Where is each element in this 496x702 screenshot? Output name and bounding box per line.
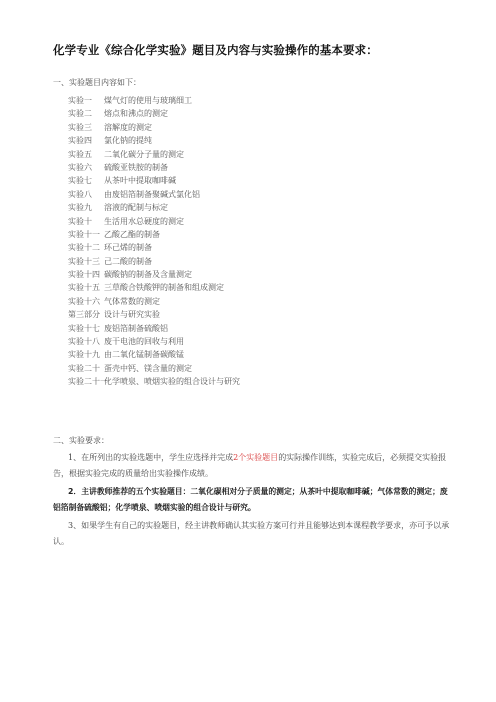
experiment-item — [68, 241, 240, 254]
experiment-item — [68, 255, 240, 268]
experiment-number: 实验七 — [68, 176, 92, 186]
experiment-name: 由二氧化锰制备碳酸锰 — [104, 350, 184, 360]
experiment-number: 实验四 — [68, 136, 92, 146]
experiment-number: 实验十三 — [68, 256, 100, 266]
experiment-number: 实验八 — [68, 189, 92, 199]
experiment-name: 煤气灯的使用与玻璃细工 — [104, 96, 192, 105]
experiment-number: 实验十一 — [68, 229, 100, 239]
experiment-item — [68, 215, 240, 228]
experiment-item — [68, 161, 240, 174]
experiment-item — [68, 94, 240, 107]
requirement-1-highlight: 2个实验题目 — [233, 453, 279, 462]
experiment-name: 环己烯的制备 — [104, 243, 152, 253]
experiment-item — [68, 134, 240, 147]
experiment-number: 实验二 — [68, 109, 92, 119]
experiment-name: 生活用水总硬度的测定 — [104, 216, 184, 226]
experiment-item — [68, 148, 240, 161]
experiment-number: 实验九 — [68, 203, 92, 213]
experiment-name: 三草酸合铁酸钾的制备和组成测定 — [104, 283, 224, 293]
experiment-name: 化学喷泉、喷烟实验的组合设计与研究 — [104, 377, 240, 387]
experiment-item — [68, 348, 240, 361]
experiment-item — [68, 335, 240, 348]
experiment-number: 实验一 — [68, 96, 92, 105]
experiment-number: 实验二十一 — [68, 377, 108, 387]
experiment-name: 己二酸的制备 — [104, 256, 152, 266]
experiment-name: 溶解度的测定 — [104, 122, 152, 132]
experiment-number: 实验三 — [68, 122, 92, 132]
experiment-name: 设计与研究实验 — [104, 310, 160, 320]
experiment-item — [68, 268, 240, 281]
experiment-name: 由废铝箔制备聚碱式氯化铝 — [104, 189, 200, 199]
experiment-number: 实验五 — [68, 149, 92, 159]
section1-heading: 一、实验题目内容如下： — [53, 78, 141, 87]
experiment-number: 实验十四 — [68, 270, 100, 280]
experiment-name: 从茶叶中提取咖啡碱 — [104, 176, 176, 186]
experiment-number: 实验十八 — [68, 337, 100, 347]
experiment-name: 气体常数的测定 — [104, 296, 160, 306]
experiment-item — [68, 188, 240, 201]
experiment-item — [68, 228, 240, 241]
requirement-1-text-b: 的实际操作训练，实验完成后，必须提交实验报告，根据实验完成的质量给出实验操作成绩。 — [53, 453, 447, 478]
experiment-name: 硫酸亚铁胺的制备 — [104, 162, 168, 172]
experiment-number: 实验十五 — [68, 283, 100, 293]
experiment-list — [68, 94, 240, 389]
experiment-name: 氯化钠的提纯 — [104, 136, 152, 146]
experiment-item — [68, 201, 240, 214]
experiment-item — [68, 121, 240, 134]
experiment-number: 第三部分 — [68, 310, 100, 320]
experiment-number: 实验二十 — [68, 363, 100, 373]
experiment-item — [68, 107, 240, 120]
experiment-name: 溶液的配制与标定 — [104, 203, 168, 213]
experiment-number: 实验十六 — [68, 296, 100, 306]
experiment-name: 废干电池的回收与利用 — [104, 337, 184, 347]
section2-heading: 二、实验要求： — [53, 436, 109, 445]
experiment-name: 二氧化碳分子量的测定 — [104, 149, 184, 159]
requirement-paragraph-1 — [53, 450, 451, 482]
experiment-name: 蛋壳中钙、镁含量的测定 — [104, 363, 192, 373]
experiment-item — [68, 322, 240, 335]
experiment-item — [68, 295, 240, 308]
experiment-item — [68, 281, 240, 294]
requirement-paragraph-2: 2．主讲教师推荐的五个实验题目：二氧化碳相对分子质量的测定；从茶叶中提取咖啡碱；气体常数的测定；废铝箔制备硫酸铝；化学喷泉、喷烟实验的组合设计与研究。 — [53, 487, 448, 512]
experiment-number: 实验六 — [68, 162, 92, 172]
experiment-name: 碳酸钠的制备及含量测定 — [104, 270, 192, 280]
experiment-name: 乙酸乙酯的制备 — [104, 229, 160, 239]
experiment-name: 废铝箔制备硫酸铝 — [104, 323, 168, 333]
experiment-item — [68, 174, 240, 187]
experiment-item — [68, 375, 240, 388]
experiment-name: 熔点和沸点的测定 — [104, 109, 168, 119]
experiment-item — [68, 362, 240, 375]
document-title: 化学专业《综合化学实验》题目及内容与实验操作的基本要求： — [53, 43, 378, 57]
experiment-item — [68, 308, 240, 321]
requirement-paragraph-3: 3、如果学生有自己的实验题目，经主讲教师确认其实验方案可行并且能够达到本课程教学要求，亦可予以承认。 — [53, 521, 450, 546]
experiment-number: 实验十七 — [68, 323, 100, 333]
experiment-number: 实验十九 — [68, 350, 100, 360]
experiment-number: 实验十二 — [68, 243, 100, 253]
experiment-number: 实验十 — [68, 216, 92, 226]
requirement-1-text-a: 1、在所列出的实验选题中，学生应选择并完成 — [68, 453, 234, 462]
